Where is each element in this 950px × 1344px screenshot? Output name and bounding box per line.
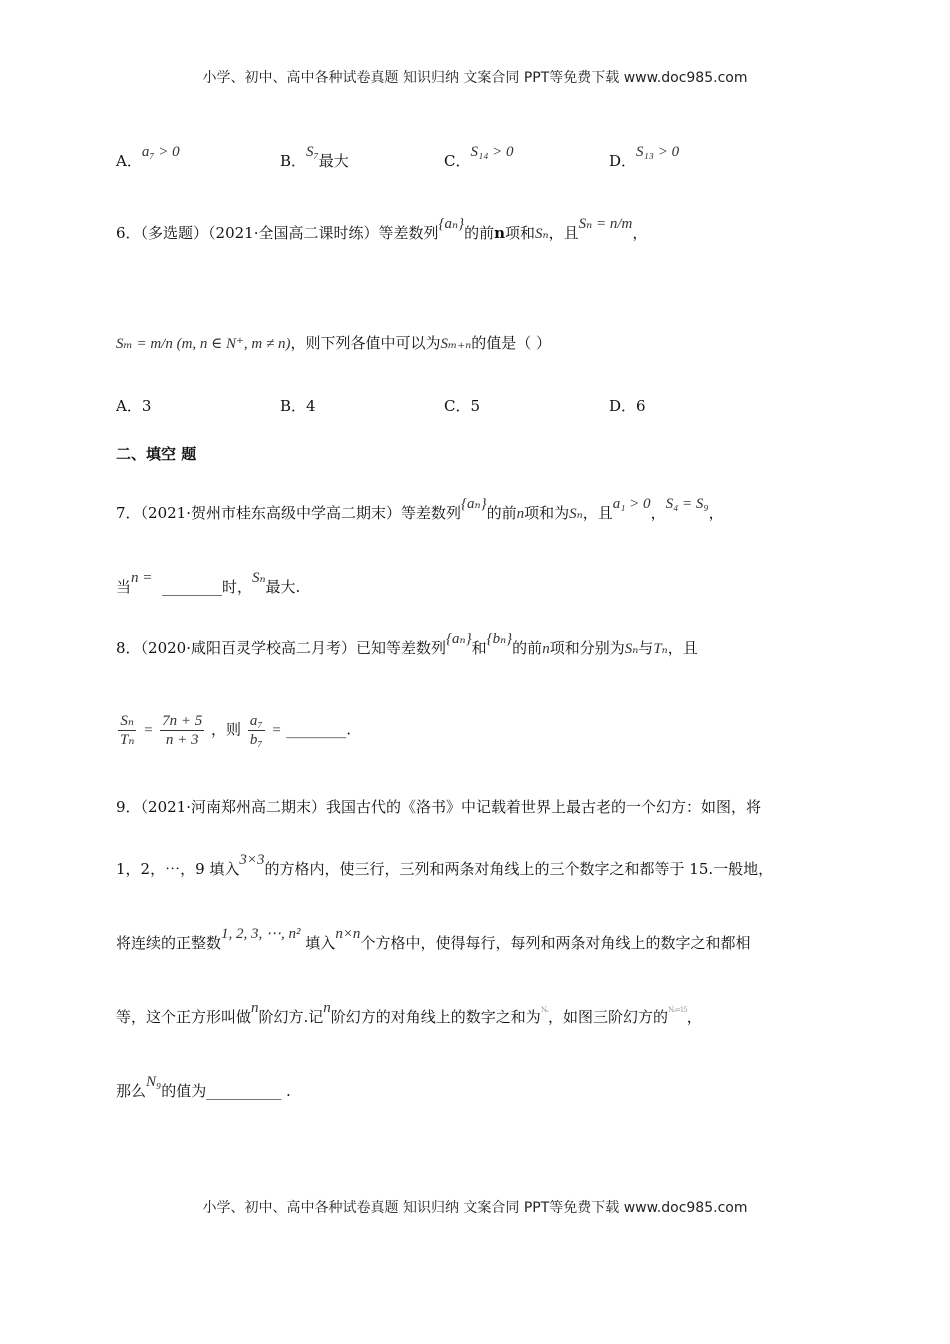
q6-option-a[interactable]: A．3 xyxy=(116,397,152,415)
q9-nn-symbol: Nₙ xyxy=(540,1006,548,1014)
q6-target: Sₘ₊ₙ xyxy=(440,336,472,352)
q7-condition-1: a₁ > 0 xyxy=(612,496,651,512)
q7-answer-blank[interactable]: ________ xyxy=(161,578,222,596)
q7-seq: {aₙ} xyxy=(461,496,487,512)
q9-answer-blank[interactable]: __________ xyxy=(206,1082,282,1100)
q9-n9: N₉ xyxy=(146,1074,162,1090)
q9-sequence: 1, 2, 3, ⋯, n² xyxy=(221,926,301,942)
q9-line-1: 9．（2021·河南郑州高二期末）我国古代的《洛书》中记载着世界上最古老的一个幻方：如图，将 xyxy=(116,798,761,816)
page-footer: 小学、初中、高中各种试卷真题 知识归纳 文案合同 PPT等免费下载 www.doc985.com xyxy=(202,1200,748,1216)
q6-condition-2: Sₘ = m/n (m, n ∈ N⁺, m ≠ n) xyxy=(116,336,291,352)
q5-option-a[interactable]: A．a₇ > 0 xyxy=(116,144,180,170)
q7-line-2: 当n = ________时，Sₙ最大. xyxy=(116,570,301,596)
q6-option-d[interactable]: D．6 xyxy=(609,397,646,415)
q6-seq: {aₙ} xyxy=(438,216,465,232)
q6-line-1: 6．（多选题）（2021·全国高二课时练）等差数列{aₙ}的前n项和Sₙ，且Sₙ = n/m， xyxy=(116,216,648,242)
page-header: 小学、初中、高中各种试卷真题 知识归纳 文案合同 PPT等免费下载 www.doc985.com xyxy=(202,70,748,86)
q8-line-1: 8．（2020·咸阳百灵学校高二月考）已知等差数列{aₙ}和{bₙ}的前n项和分别为Sₙ与Tₙ，且 xyxy=(116,631,698,657)
q8-ask: $\frac{\text{a₇}}{\text{b₇}}$ xyxy=(249,713,263,748)
q8-ratio-lhs: $\frac{\text{Sₙ}}{\text{Tₙ}}$ xyxy=(120,713,135,748)
q5-option-b[interactable]: B．S₇最大 xyxy=(280,144,349,170)
q8-answer-blank[interactable]: ________. xyxy=(286,720,351,739)
q5-option-a-math: a₇ > 0 xyxy=(141,144,180,160)
q8-line-2: $\frac{\text{Sₙ}}{\text{Tₙ}}$ = $\frac{7n + 5}{n + 3}$ ，则 $\frac{\text{a₇}}{\text{b₇}}$ = ________. xyxy=(120,713,351,748)
q8-seq-a: {aₙ} xyxy=(446,631,472,647)
q7-condition-2: S₄ = S₉ xyxy=(665,496,709,512)
q5-option-b-math: S₇ xyxy=(306,144,319,160)
section-title: 二、填空 题 xyxy=(116,445,197,463)
q8-ratio-rhs: $\frac{7n + 5}{n + 3}$ xyxy=(162,713,203,748)
q5-option-c-math: S₁₄ > 0 xyxy=(470,144,514,160)
q9-n3-formula: N₃=15 xyxy=(667,1006,687,1014)
q9-line-4: 等，这个正方形叫做n阶幻方.记n阶幻方的对角线上的数字之和为$^{N_n}$，如图三阶幻方的$^{N_3=15}$， xyxy=(116,1000,702,1026)
q5-option-d[interactable]: D．S₁₃ > 0 xyxy=(609,144,680,170)
q6-condition-1: Sₙ = n/m xyxy=(578,216,633,232)
q6-option-b[interactable]: B．4 xyxy=(280,397,316,415)
q7-line-1: 7．（2021·贺州市桂东高级中学高二期末）等差数列{aₙ}的前n项和为Sₙ，且a₁ > 0，S₄ = S₉， xyxy=(116,496,724,522)
q5-option-d-math: S₁₃ > 0 xyxy=(636,144,680,160)
q9-line-3: 将连续的正整数1, 2, 3, ⋯, n² 填入n×n个方格中，使得每行，每列和两条对角线上的数字之和都相 xyxy=(116,926,751,952)
q9-grid-size: 3×3 xyxy=(239,852,265,868)
q5-option-c[interactable]: C．S₁₄ > 0 xyxy=(444,144,514,170)
q8-seq-b: {bₙ} xyxy=(486,631,513,647)
q9-line-2: 1，2，⋯，9 填入3×3的方格内，使三行，三列和两条对角线上的三个数字之和都等于 15.一般地， xyxy=(116,852,774,878)
q6-line-2: Sₘ = m/n (m, n ∈ N⁺, m ≠ n)，则下列各值中可以为Sₘ₊ₙ的值是（ ） xyxy=(116,334,551,352)
q9-nxn: n×n xyxy=(335,926,361,942)
q9-line-5: 那么N₉的值为__________ . xyxy=(116,1074,291,1100)
q6-option-c[interactable]: C．5 xyxy=(444,397,481,415)
